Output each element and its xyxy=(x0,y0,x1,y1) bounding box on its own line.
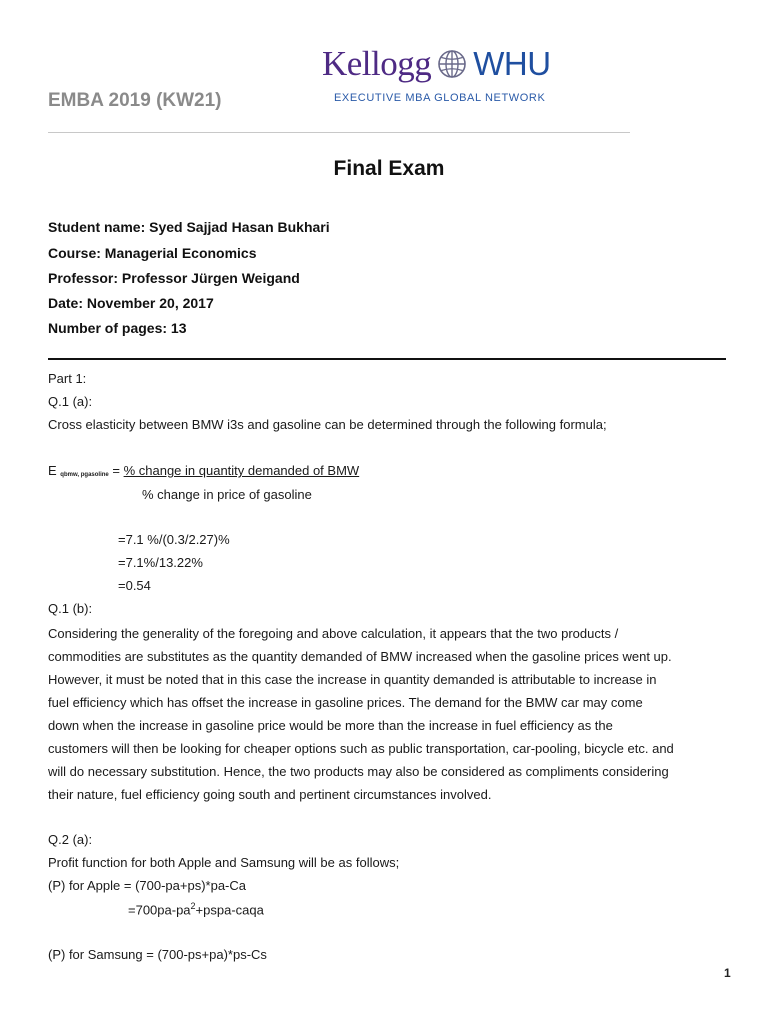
formula-symbol: E xyxy=(48,463,57,478)
calculation-step-1: =7.1 %/(0.3/2.27)% xyxy=(118,532,230,547)
answer-line: However, it must be noted that in this case the increase in quantity demanded is attributable to increase in xyxy=(48,672,657,687)
page-title: Final Exam xyxy=(333,157,445,180)
answer-line: fuel efficiency which has offset the increase in gasoline prices. The demand for the BMW car may come xyxy=(48,695,643,710)
apple-expanded-part-b: +pspa-caqa xyxy=(195,902,264,918)
apple-expanded-part-a: =700pa-pa xyxy=(128,902,191,918)
answer-line: their nature, fuel efficiency going south and pertinent circumstances involved. xyxy=(48,787,492,802)
logo-kellogg-text: Kellogg xyxy=(322,44,432,83)
formula-subscript: qbmw, pgasoline xyxy=(60,472,109,478)
question-1a-label: Q.1 (a): xyxy=(48,394,93,409)
samsung-profit-function: (P) for Samsung = (700-ps+pa)*ps-Cs xyxy=(48,947,267,962)
page-number: 1 xyxy=(724,966,731,980)
calculation-result: =0.54 xyxy=(118,578,151,593)
logo-subtitle: EXECUTIVE MBA GLOBAL NETWORK xyxy=(334,92,546,104)
page-count: Number of pages: 13 xyxy=(48,320,187,336)
question-1b-label: Q.1 (b): xyxy=(48,601,93,616)
professor-name: Professor: Professor Jürgen Weigand xyxy=(48,270,300,286)
answer-line: commodities are substitutes as the quantity demanded of BMW increased when the gasoline prices went up. xyxy=(48,649,672,664)
kellogg-whu-logo xyxy=(322,44,556,108)
formula-numerator: % change in quantity demanded of BMW xyxy=(123,463,360,478)
question-2a-intro: Profit function for both Apple and Samsung will be as follows; xyxy=(48,855,400,870)
formula-equals: = xyxy=(112,463,120,478)
info-divider xyxy=(48,358,726,360)
program-label: EMBA 2019 (KW21) xyxy=(48,90,222,111)
answer-line: down when the increase in gasoline price would be more than the increase in fuel efficiency as the xyxy=(48,718,613,733)
question-1a-intro: Cross elasticity between BMW i3s and gasoline can be determined through the following formula; xyxy=(48,417,607,432)
question-1b-answer xyxy=(48,622,738,806)
apple-profit-function: (P) for Apple = (700-pa+ps)*pa-Ca xyxy=(48,878,246,893)
elasticity-formula xyxy=(48,463,359,478)
apple-profit-expanded xyxy=(128,901,264,917)
logo-whu-text: WHU xyxy=(473,45,551,82)
course-name: Course: Managerial Economics xyxy=(48,245,257,261)
calculation-step-2: =7.1%/13.22% xyxy=(118,555,203,570)
header-divider xyxy=(48,132,630,133)
student-name: Student name: Syed Sajjad Hasan Bukhari xyxy=(48,219,330,235)
answer-line: Considering the generality of the foregoing and above calculation, it appears that the two products / xyxy=(48,626,619,641)
formula-denominator: % change in price of gasoline xyxy=(142,487,312,502)
globe-icon xyxy=(437,49,467,79)
part-heading: Part 1: xyxy=(48,371,87,386)
apple-expanded-exponent: 2 xyxy=(190,901,196,911)
exam-date: Date: November 20, 2017 xyxy=(48,295,214,311)
question-2a-label: Q.2 (a): xyxy=(48,832,93,847)
answer-line: customers will then be looking for cheaper options such as public transportation, car-pooling, bicycle etc. and xyxy=(48,741,674,756)
answer-line: will do necessary substitution. Hence, the two products may also be considered as compliments considering xyxy=(48,764,669,779)
